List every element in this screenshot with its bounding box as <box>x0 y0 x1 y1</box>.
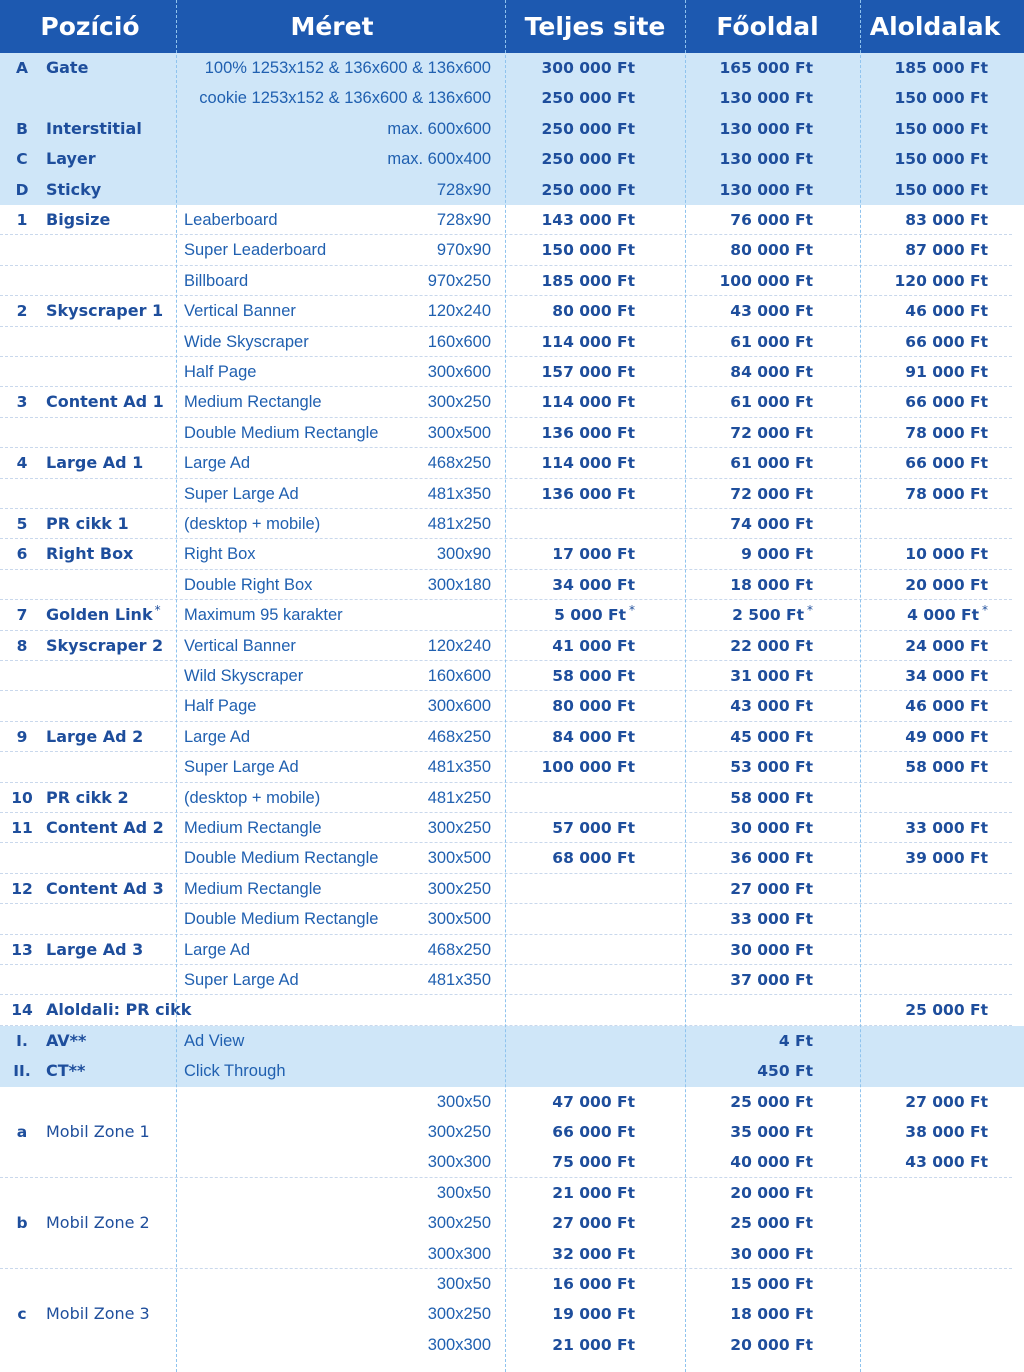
position-name: Content Ad 2 <box>46 818 164 837</box>
mobile-zone-label: a <box>16 1123 28 1141</box>
table-row <box>0 995 1024 1025</box>
price-full-site: 114 000 Ft <box>541 454 635 473</box>
price-subpages: 25 000 Ft <box>905 1001 988 1020</box>
ad-format-name: Ad View <box>184 1031 245 1050</box>
price-home: 18 000 Ft <box>730 1305 813 1324</box>
price-subpages: 43 000 Ft <box>905 1153 988 1172</box>
table-row <box>0 53 1024 83</box>
ad-size: 481x350 <box>427 971 491 989</box>
mobile-zone-label: b <box>16 1214 28 1233</box>
ad-size: 100% 1253x152 & 136x600 & 136x600 <box>204 59 491 77</box>
row-label: 7 <box>16 606 28 625</box>
table-row <box>0 600 1024 630</box>
ad-format-name: Vertical Banner <box>184 302 296 321</box>
price-full-site: 185 000 Ft <box>541 271 635 290</box>
table-row <box>0 83 1024 113</box>
price-home: 20 000 Ft <box>730 1183 813 1202</box>
ad-format-name: Vertical Banner <box>184 636 296 655</box>
price-home: 18 000 Ft <box>730 575 813 594</box>
price-full-site: 80 000 Ft <box>552 697 635 716</box>
mobile-zone-name: Mobil Zone 3 <box>46 1304 150 1324</box>
ad-size: 300x50 <box>436 1183 491 1202</box>
price-home: 76 000 Ft <box>730 211 813 229</box>
price-full-site: 68 000 Ft <box>552 849 635 868</box>
price-home: 130 000 Ft <box>719 119 813 138</box>
price-full-site: 58 000 Ft <box>552 667 635 685</box>
ad-size: 300x300 <box>427 1335 491 1354</box>
price-home: 20 000 Ft <box>730 1335 813 1354</box>
ad-size: 160x600 <box>427 667 491 685</box>
position-name: Skyscraper 1 <box>46 301 164 321</box>
price-home: 74 000 Ft <box>730 515 813 533</box>
price-home: 45 000 Ft <box>730 727 813 746</box>
price-home: 2 500 Ft * <box>732 600 813 630</box>
ad-format-name: Right Box <box>184 545 256 564</box>
ad-format-name: Large Ad <box>184 454 251 473</box>
mobile-zone-label: c <box>17 1305 27 1324</box>
price-home: 84 000 Ft <box>730 363 813 381</box>
position-name: Layer <box>46 149 96 169</box>
price-full-site: 16 000 Ft <box>552 1275 635 1293</box>
price-subpages: 150 000 Ft <box>894 150 988 169</box>
price-subpages: 150 000 Ft <box>894 180 988 199</box>
price-full-site: 114 000 Ft <box>541 393 635 412</box>
price-full-site: 136 000 Ft <box>541 423 635 442</box>
ad-size: 300x600 <box>427 697 491 716</box>
price-full-site: 75 000 Ft <box>552 1153 635 1172</box>
table-row <box>0 418 1024 448</box>
ad-size: 300x50 <box>436 1275 491 1293</box>
table-row <box>0 1330 1024 1360</box>
price-subpages: 78 000 Ft <box>905 423 988 442</box>
position-name: Content Ad 1 <box>46 392 164 412</box>
price-full-site: 80 000 Ft <box>552 302 635 321</box>
price-full-site: 250 000 Ft <box>541 119 635 138</box>
position-name: Golden Link * <box>46 600 161 630</box>
table-row <box>0 570 1024 600</box>
price-home: 35 000 Ft <box>730 1123 813 1141</box>
price-full-site: 21 000 Ft <box>552 1335 635 1354</box>
ad-format-name: Wild Skyscraper <box>184 667 304 685</box>
price-home: 36 000 Ft <box>730 849 813 868</box>
table-row <box>0 843 1024 873</box>
table-row <box>0 114 1024 144</box>
footnote-mark: * <box>807 603 813 618</box>
ad-format-name: (desktop + mobile) <box>184 515 321 533</box>
table-row <box>0 1147 1024 1177</box>
row-label: 4 <box>16 454 28 473</box>
table-row <box>0 175 1024 205</box>
position-name: Interstitial <box>46 118 142 138</box>
price-subpages: 33 000 Ft <box>905 819 988 837</box>
table-row <box>0 965 1024 995</box>
ad-size: 728x90 <box>436 180 491 199</box>
row-label <box>0 1239 44 1269</box>
price-full-site: 114 000 Ft <box>541 332 635 351</box>
row-label <box>0 661 44 691</box>
price-full-site: 57 000 Ft <box>552 819 635 837</box>
ad-size: 481x350 <box>427 484 491 503</box>
price-home: 61 000 Ft <box>730 454 813 473</box>
table-row <box>0 752 1024 782</box>
mobile-zone-name: Mobil Zone 1 <box>46 1122 150 1141</box>
price-home: 30 000 Ft <box>730 940 813 959</box>
ad-format-name: Double Medium Rectangle <box>184 849 379 868</box>
ad-format-name: Billboard <box>184 271 249 290</box>
price-full-site: 300 000 Ft <box>541 59 635 77</box>
column-divider <box>505 0 506 1372</box>
ad-size: 300x250 <box>427 393 491 412</box>
position-name: Large Ad 2 <box>46 726 144 746</box>
price-home: 130 000 Ft <box>719 180 813 199</box>
column-divider <box>176 0 177 1372</box>
position-name: AV** <box>46 1030 87 1050</box>
table-row <box>0 1299 1024 1329</box>
table-row <box>0 813 1024 843</box>
price-home: 43 000 Ft <box>730 302 813 321</box>
price-subpages: 91 000 Ft <box>905 363 988 381</box>
position-name: PR cikk 2 <box>46 787 129 807</box>
table-row <box>0 235 1024 265</box>
row-label: 11 <box>11 819 33 837</box>
footnote-mark: * <box>629 603 635 618</box>
table-row <box>0 1269 1024 1299</box>
table-row <box>0 935 1024 965</box>
row-label <box>0 235 44 265</box>
footnote-mark: * <box>982 603 988 618</box>
header-home: Főoldal <box>716 12 819 41</box>
header-full-site: Teljes site <box>524 12 666 41</box>
header-position: Pozíció <box>40 12 140 41</box>
ad-format-name: Super Large Ad <box>184 971 299 989</box>
row-label <box>0 904 44 934</box>
row-label <box>0 965 44 995</box>
price-full-site: 17 000 Ft <box>552 545 635 564</box>
price-home: 30 000 Ft <box>730 1244 813 1263</box>
price-home: 450 Ft <box>757 1062 813 1081</box>
ad-format-name: Super Large Ad <box>184 484 299 503</box>
price-full-site: 136 000 Ft <box>541 484 635 503</box>
ad-format-name: Half Page <box>184 363 257 381</box>
row-label: 12 <box>11 879 33 898</box>
price-subpages: 20 000 Ft <box>905 575 988 594</box>
price-full-site: 250 000 Ft <box>541 150 635 169</box>
price-home: 15 000 Ft <box>730 1275 813 1293</box>
price-subpages: 120 000 Ft <box>894 271 988 290</box>
ad-size: 300x90 <box>436 545 491 564</box>
ad-size: 120x240 <box>427 302 491 321</box>
row-label: 14 <box>11 1001 33 1020</box>
price-full-site: 157 000 Ft <box>541 363 635 381</box>
table-row <box>0 874 1024 904</box>
table-row <box>0 327 1024 357</box>
ad-format-name: Super Large Ad <box>184 758 299 777</box>
table-row <box>0 509 1024 539</box>
table-row <box>0 296 1024 326</box>
table-row <box>0 387 1024 417</box>
price-full-site: 250 000 Ft <box>541 180 635 199</box>
price-home: 72 000 Ft <box>730 423 813 442</box>
row-label <box>0 357 44 387</box>
row-label <box>0 83 44 113</box>
price-home: 25 000 Ft <box>730 1214 813 1233</box>
price-subpages: 46 000 Ft <box>905 697 988 716</box>
price-subpages: 34 000 Ft <box>905 667 988 685</box>
table-row <box>0 1208 1024 1238</box>
price-home: 27 000 Ft <box>730 879 813 898</box>
price-full-site: 143 000 Ft <box>541 211 635 229</box>
table-row <box>0 1026 1024 1056</box>
table-row <box>0 205 1024 235</box>
row-label: II. <box>13 1062 31 1081</box>
row-label: 3 <box>16 393 28 412</box>
price-subpages: 24 000 Ft <box>905 636 988 655</box>
ad-format-name: Medium Rectangle <box>184 819 322 837</box>
row-label <box>0 418 44 448</box>
column-divider <box>860 0 861 1372</box>
table-row <box>0 1178 1024 1208</box>
ad-size: 300x300 <box>427 1244 491 1263</box>
row-label <box>0 1147 44 1177</box>
ad-size: 970x250 <box>427 271 491 290</box>
row-label <box>0 691 44 721</box>
row-label: 8 <box>16 636 28 655</box>
price-home: 72 000 Ft <box>730 484 813 503</box>
ad-size: 300x500 <box>427 910 491 929</box>
price-home: 61 000 Ft <box>730 393 813 412</box>
table-row <box>0 691 1024 721</box>
row-label: 13 <box>11 940 33 959</box>
table-header <box>0 0 1024 53</box>
price-subpages: 58 000 Ft <box>905 758 988 777</box>
table-row <box>0 1117 1024 1147</box>
ad-format-name: Medium Rectangle <box>184 393 322 412</box>
position-name: Bigsize <box>46 210 111 229</box>
position-name: Large Ad 3 <box>46 939 144 959</box>
price-subpages: 150 000 Ft <box>894 89 988 108</box>
ad-format-name: Half Page <box>184 697 257 716</box>
price-home: 165 000 Ft <box>719 59 813 77</box>
table-row <box>0 357 1024 387</box>
price-full-site: 21 000 Ft <box>552 1183 635 1202</box>
row-label <box>0 843 44 873</box>
price-home: 130 000 Ft <box>719 150 813 169</box>
row-label: 5 <box>16 515 28 533</box>
ad-size: 120x240 <box>427 636 491 655</box>
ad-size: 300x250 <box>427 1305 491 1324</box>
row-label: D <box>15 180 29 199</box>
row-label <box>0 570 44 600</box>
price-home: 58 000 Ft <box>730 788 813 807</box>
price-full-site: 150 000 Ft <box>541 241 635 260</box>
ad-format-name: Double Right Box <box>184 575 313 594</box>
ad-size: 970x90 <box>436 241 491 260</box>
ad-size: 300x250 <box>427 1214 491 1233</box>
price-full-site: 27 000 Ft <box>552 1214 635 1233</box>
position-name: Large Ad 1 <box>46 453 144 473</box>
price-full-site: 66 000 Ft <box>552 1123 635 1141</box>
mobile-zone-name: Mobil Zone 2 <box>46 1213 150 1233</box>
ad-size: 468x250 <box>427 727 491 746</box>
position-name: PR cikk 1 <box>46 514 129 533</box>
table-row <box>0 783 1024 813</box>
position-name: CT** <box>46 1061 86 1081</box>
ad-format-name: Large Ad <box>184 940 251 959</box>
price-home: 4 Ft <box>778 1031 813 1050</box>
price-subpages: 66 000 Ft <box>905 393 988 412</box>
position-name: Right Box <box>46 544 134 564</box>
row-label: A <box>16 59 28 77</box>
position-name: Gate <box>46 58 89 77</box>
price-full-site: 19 000 Ft <box>552 1305 635 1324</box>
ad-format-name: Large Ad <box>184 727 251 746</box>
price-subpages: 4 000 Ft * <box>907 600 988 630</box>
table-row <box>0 722 1024 752</box>
price-full-site: 5 000 Ft * <box>554 600 635 630</box>
price-home: 22 000 Ft <box>730 636 813 655</box>
row-label <box>0 266 44 296</box>
ad-size: 481x250 <box>427 515 491 533</box>
price-full-site: 41 000 Ft <box>552 636 635 655</box>
footnote-mark: * <box>154 603 161 618</box>
ad-size: max. 600x400 <box>387 150 491 169</box>
ad-size: 300x250 <box>427 879 491 898</box>
price-home: 80 000 Ft <box>730 241 813 260</box>
row-label <box>0 752 44 782</box>
table-row <box>0 1239 1024 1269</box>
table-row <box>0 539 1024 569</box>
ad-format-name: Leaberboard <box>184 211 278 229</box>
position-name: Content Ad 3 <box>46 878 164 898</box>
ad-size: 300x250 <box>427 819 491 837</box>
table-row <box>0 266 1024 296</box>
price-full-site: 34 000 Ft <box>552 575 635 594</box>
ad-size: 300x50 <box>436 1092 491 1111</box>
table-row <box>0 1087 1024 1117</box>
price-subpages: 66 000 Ft <box>905 454 988 473</box>
row-label: 1 <box>16 211 28 229</box>
row-label <box>0 327 44 357</box>
row-label <box>0 479 44 509</box>
ad-format-name: Double Medium Rectangle <box>184 423 379 442</box>
header-size: Méret <box>290 12 374 41</box>
ad-size: 300x600 <box>427 363 491 381</box>
price-subpages: 27 000 Ft <box>905 1092 988 1111</box>
ad-size: 300x500 <box>427 849 491 868</box>
price-home: 31 000 Ft <box>730 667 813 685</box>
ad-size: cookie 1253x152 & 136x600 & 136x600 <box>199 89 491 108</box>
row-label: C <box>16 150 28 169</box>
price-full-site: 250 000 Ft <box>541 89 635 108</box>
price-full-site: 100 000 Ft <box>541 758 635 777</box>
row-label: 2 <box>16 302 28 321</box>
price-full-site: 32 000 Ft <box>552 1244 635 1263</box>
row-label <box>0 1330 44 1360</box>
ad-format-name: Click Through <box>184 1062 286 1081</box>
ad-size: 300x300 <box>427 1153 491 1172</box>
price-subpages: 38 000 Ft <box>905 1123 988 1141</box>
column-divider <box>685 0 686 1372</box>
row-label <box>0 1087 44 1117</box>
ad-format-name: Super Leaderboard <box>184 241 327 260</box>
price-subpages: 66 000 Ft <box>905 332 988 351</box>
ad-size: 468x250 <box>427 454 491 473</box>
ad-size: 160x600 <box>427 332 491 351</box>
price-subpages: 87 000 Ft <box>905 241 988 260</box>
price-home: 100 000 Ft <box>719 271 813 290</box>
position-name: Sticky <box>46 179 102 199</box>
row-label: 10 <box>11 788 33 807</box>
price-subpages: 185 000 Ft <box>894 59 988 77</box>
table-row <box>0 448 1024 478</box>
ad-size: 300x180 <box>427 575 491 594</box>
position-name: Aloldali: PR cikk <box>46 1000 192 1020</box>
price-home: 40 000 Ft <box>730 1153 813 1172</box>
table-row <box>0 904 1024 934</box>
row-label: I. <box>16 1031 28 1050</box>
price-subpages: 150 000 Ft <box>894 119 988 138</box>
table-row <box>0 1056 1024 1086</box>
price-home: 33 000 Ft <box>730 910 813 929</box>
price-home: 130 000 Ft <box>719 89 813 108</box>
table-row <box>0 479 1024 509</box>
row-label: 9 <box>16 727 28 746</box>
table-row <box>0 631 1024 661</box>
price-subpages: 39 000 Ft <box>905 849 988 868</box>
price-subpages: 83 000 Ft <box>905 211 988 229</box>
ad-format-name: Maximum 95 karakter <box>184 606 343 625</box>
row-label: B <box>16 119 28 138</box>
price-subpages: 10 000 Ft <box>905 545 988 564</box>
ad-size: 481x250 <box>427 788 491 807</box>
price-home: 30 000 Ft <box>730 819 813 837</box>
ad-format-name: Wide Skyscraper <box>184 332 309 351</box>
ad-size: 481x350 <box>427 758 491 777</box>
price-home: 53 000 Ft <box>730 758 813 777</box>
ad-format-name: Double Medium Rectangle <box>184 910 379 929</box>
position-name: Skyscraper 2 <box>46 635 164 655</box>
ad-size: 728x90 <box>436 211 491 229</box>
ad-format-name: (desktop + mobile) <box>184 788 321 807</box>
price-home: 61 000 Ft <box>730 332 813 351</box>
table-row <box>0 144 1024 174</box>
row-label: 6 <box>16 545 28 564</box>
ad-size: 468x250 <box>427 940 491 959</box>
price-full-site: 47 000 Ft <box>552 1092 635 1111</box>
price-home: 9 000 Ft <box>741 545 813 564</box>
header-subpages: Aloldalak <box>869 12 1001 41</box>
price-home: 37 000 Ft <box>730 971 813 989</box>
price-subpages: 49 000 Ft <box>905 727 988 746</box>
table-row <box>0 661 1024 691</box>
price-home: 25 000 Ft <box>730 1092 813 1111</box>
ad-format-name: Medium Rectangle <box>184 879 322 898</box>
price-subpages: 46 000 Ft <box>905 302 988 321</box>
price-full-site: 84 000 Ft <box>552 727 635 746</box>
ad-size: 300x250 <box>427 1123 491 1141</box>
ad-size: 300x500 <box>427 423 491 442</box>
ad-size: max. 600x600 <box>387 119 491 138</box>
price-home: 43 000 Ft <box>730 697 813 716</box>
price-subpages: 78 000 Ft <box>905 484 988 503</box>
row-label <box>0 1178 44 1208</box>
row-label <box>0 1269 44 1299</box>
